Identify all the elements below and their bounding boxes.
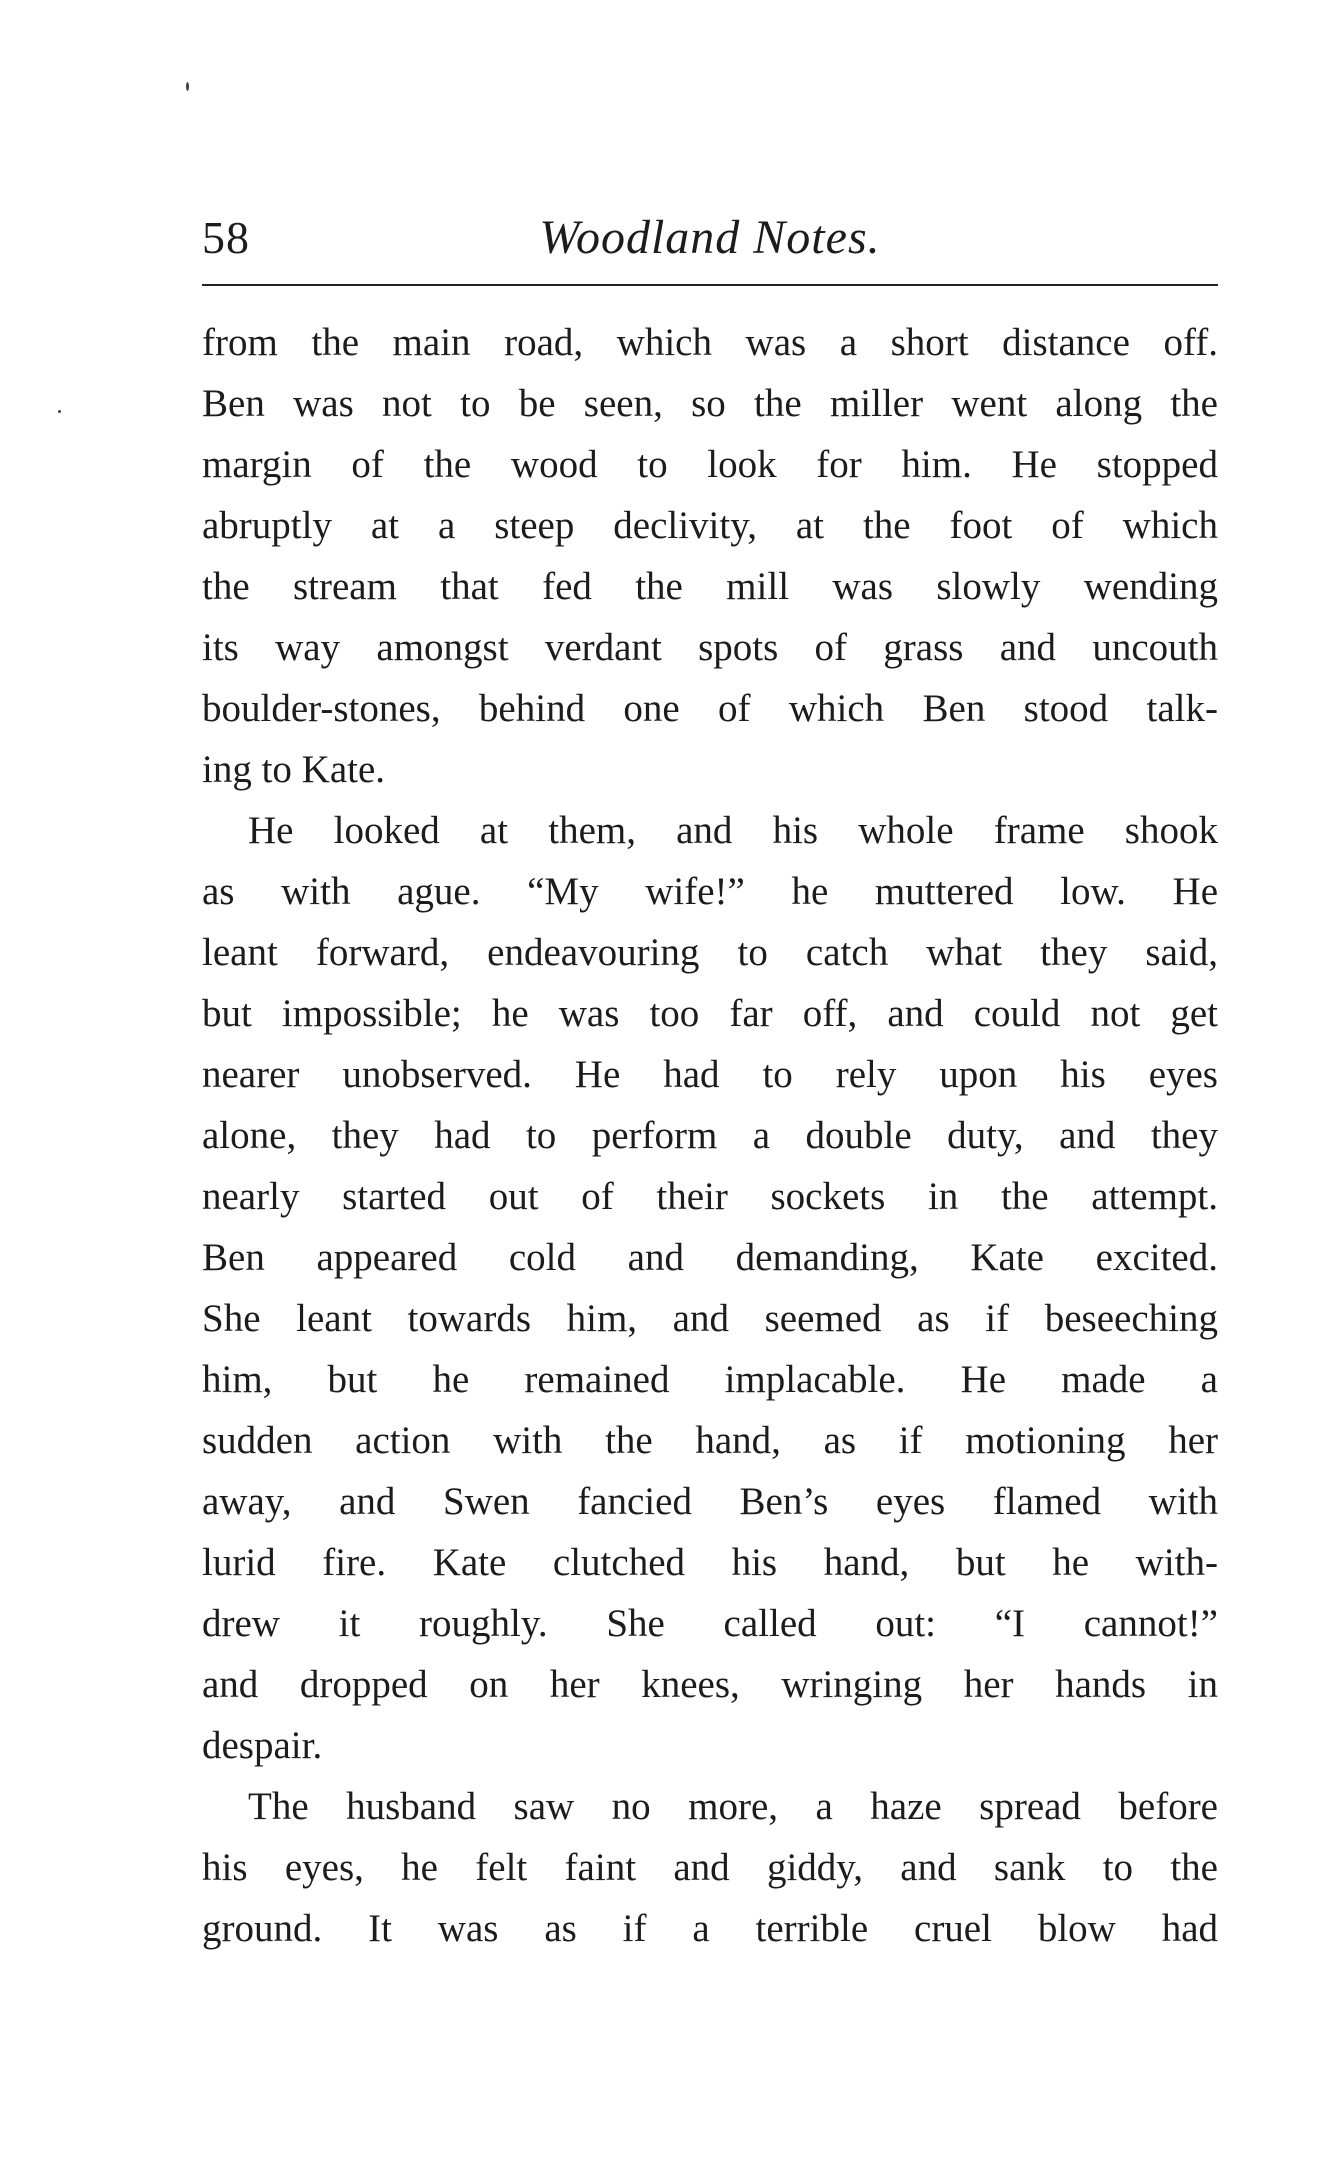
text-line: nearly started out of their sockets in the attempt. [202, 1175, 1218, 1218]
text-line: as with ague. “My wife!” he muttered low. He [202, 870, 1218, 913]
text-line: Ben was not to be seen, so the miller went along the [202, 382, 1218, 425]
text-line: leant forward, endeavouring to catch what they said, [202, 931, 1218, 974]
body-text [202, 312, 1218, 1959]
page-number: 58 [202, 212, 250, 263]
text-line: his eyes, he felt faint and giddy, and sank to the [202, 1846, 1218, 1889]
text-line: ing to Kate. [202, 748, 386, 791]
page-header [202, 208, 1218, 278]
text-line: the stream that fed the mill was slowly wending [202, 565, 1218, 608]
text-line: despair. [202, 1724, 323, 1767]
text-line: Ben appeared cold and demanding, Kate excited. [202, 1236, 1218, 1279]
text-line: lurid fire. Kate clutched his hand, but he with- [202, 1541, 1218, 1584]
text-line: ground. It was as if a terrible cruel blow had [202, 1907, 1218, 1950]
text-line: He looked at them, and his whole frame shook [248, 809, 1218, 852]
text-line: The husband saw no more, a haze spread before [248, 1785, 1218, 1828]
text-line: from the main road, which was a short distance off. [202, 321, 1218, 364]
text-line: him, but he remained implacable. He made a [202, 1358, 1218, 1401]
print-speck [58, 410, 61, 413]
text-line: She leant towards him, and seemed as if beseeching [202, 1297, 1218, 1340]
text-line: boulder-stones, behind one of which Ben stood talk- [202, 687, 1218, 730]
text-line: nearer unobserved. He had to rely upon his eyes [202, 1053, 1218, 1096]
text-line: sudden action with the hand, as if motioning her [202, 1419, 1218, 1462]
text-line: abruptly at a steep declivity, at the foot of which [202, 504, 1218, 547]
running-title: Woodland Notes. [539, 211, 881, 264]
text-line: its way amongst verdant spots of grass and uncouth [202, 626, 1218, 669]
header-rule [202, 284, 1218, 286]
text-line: and dropped on her knees, wringing her hands in [202, 1663, 1218, 1706]
text-line: away, and Swen fancied Ben’s eyes flamed with [202, 1480, 1218, 1523]
text-line: but impossible; he was too far off, and could not get [202, 992, 1218, 1035]
text-line: margin of the wood to look for him. He stopped [202, 443, 1218, 486]
text-line: alone, they had to perform a double duty, and they [202, 1114, 1218, 1157]
print-speck [186, 82, 189, 91]
text-line: drew it roughly. She called out: “I cannot!” [202, 1602, 1218, 1645]
